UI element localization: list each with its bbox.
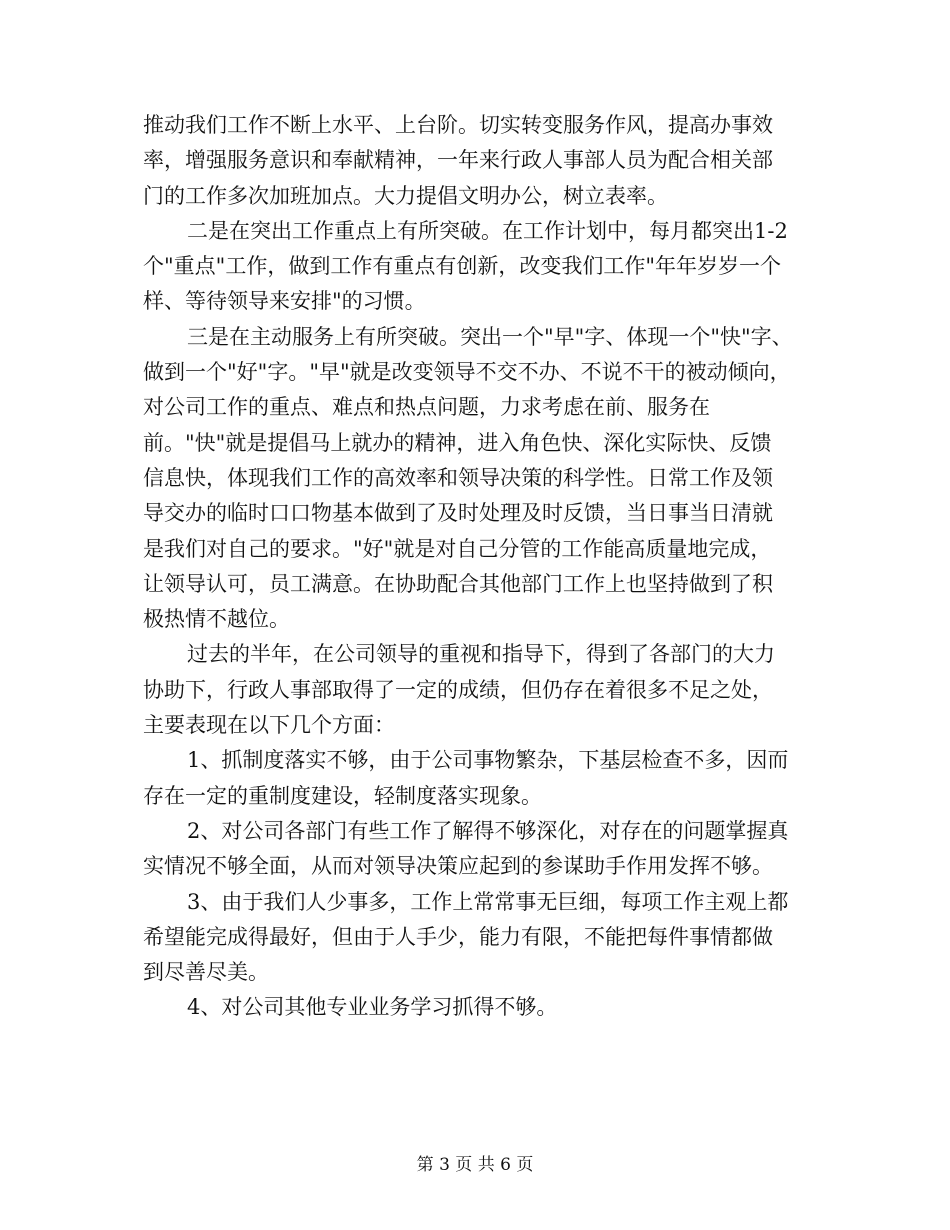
text-line: 极热情不越位。 xyxy=(143,607,290,632)
text-line: 是我们对自己的要求。"好"就是对自己分管的工作能高质量地完成， xyxy=(143,536,772,561)
page-number-footer: 第 3 页 共 6 页 xyxy=(416,1155,534,1175)
text-line: 到尽善尽美。 xyxy=(143,960,269,985)
text-line: 率，增强服务意识和奉献精神，一年来行政人事部人员为配合相关部 xyxy=(143,148,773,173)
text-line: 2、对公司各部门有些工作了解得不够深化，对存在的问题掌握真 xyxy=(187,818,789,843)
text-line: 1、抓制度落实不够，由于公司事物繁杂，下基层检查不多，因而 xyxy=(187,748,789,773)
text-line: 个"重点"工作，做到工作有重点有创新，改变我们工作"年年岁岁一个 xyxy=(143,254,781,279)
document-body xyxy=(143,108,823,1026)
paragraph-1 xyxy=(143,108,823,214)
text-line: 存在一定的重制度建设，轻制度落实现象。 xyxy=(143,783,542,808)
text-line: 主要表现在以下几个方面： xyxy=(143,713,395,738)
text-line: 实情况不够全面，从而对领导决策应起到的参谋助手作用发挥不够。 xyxy=(143,854,773,879)
text-line: 三是在主动服务上有所突破。突出一个"早"字、体现一个"快"字、 xyxy=(187,324,793,349)
text-line: 3、由于我们人少事多，工作上常常事无巨细，每项工作主观上都 xyxy=(187,889,789,914)
paragraph-5 xyxy=(143,743,823,814)
paragraph-2 xyxy=(143,214,823,320)
text-line: 过去的半年，在公司领导的重视和指导下，得到了各部门的大力 xyxy=(187,642,775,667)
text-line: 协助下，行政人事部取得了一定的成绩，但仍存在着很多不足之处， xyxy=(143,677,773,702)
text-line: 希望能完成得最好，但由于人手少，能力有限，不能把每件事情都做 xyxy=(143,924,773,949)
text-line: 前。"快"就是提倡马上就办的精神，进入角色快、深化实际快、反馈 xyxy=(143,430,772,455)
text-line: 让领导认可，员工满意。在协助配合其他部门工作上也坚持做到了积 xyxy=(143,571,773,596)
text-line: 4、对公司其他专业业务学习抓得不够。 xyxy=(187,995,558,1020)
paragraph-3 xyxy=(143,320,823,638)
text-line: 推动我们工作不断上水平、上台阶。切实转变服务作风，提高办事效 xyxy=(143,113,773,137)
paragraph-6 xyxy=(143,814,823,885)
paragraph-8 xyxy=(143,990,823,1025)
text-line: 信息快，体现我们工作的高效率和领导决策的科学性。日常工作及领 xyxy=(143,465,773,490)
paragraph-7 xyxy=(143,885,823,991)
text-line: 对公司工作的重点、难点和热点问题，力求考虑在前、服务在 xyxy=(143,395,710,420)
text-line: 导交办的临时口口物基本做到了及时处理及时反馈，当日事当日清就 xyxy=(143,501,773,526)
text-line: 样、等待领导来安排"的习惯。 xyxy=(143,289,426,314)
text-line: 做到一个"好"字。"早"就是改变领导不交不办、不说不干的被动倾向， xyxy=(143,360,791,385)
paragraph-4 xyxy=(143,637,823,743)
text-line: 二是在突出工作重点上有所突破。在工作计划中，每月都突出1-2 xyxy=(187,218,788,243)
text-line: 门的工作多次加班加点。大力提倡文明办公，树立表率。 xyxy=(143,183,668,208)
